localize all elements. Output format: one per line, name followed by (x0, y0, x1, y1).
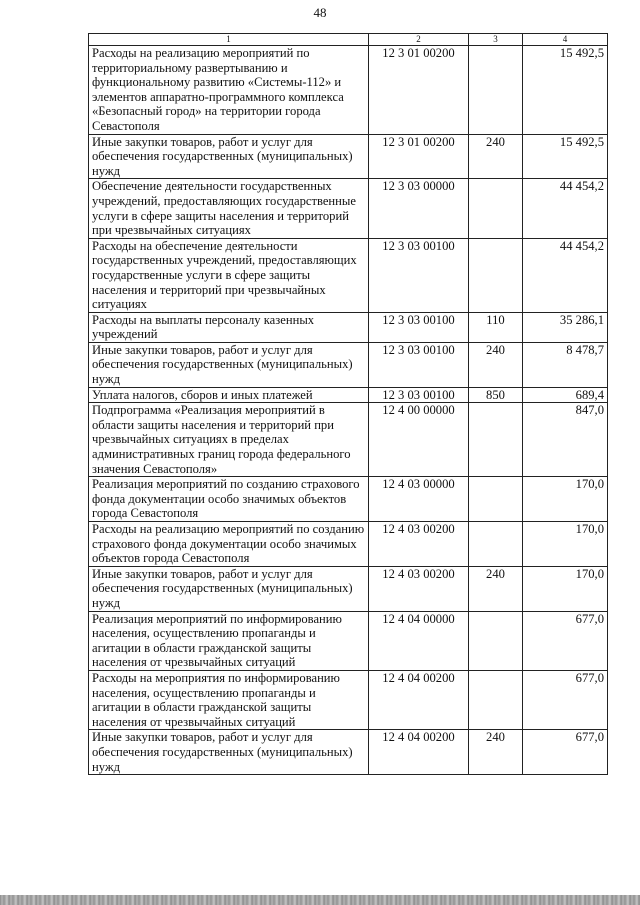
header-col-4: 4 (523, 34, 608, 46)
row-sum: 35 286,1 (523, 312, 608, 342)
row-sum: 15 492,5 (523, 134, 608, 179)
row-name: Иные закупки товаров, работ и услуг для обеспечения государственных (муниципальных) нужд (89, 342, 369, 387)
row-code: 12 3 03 00100 (369, 387, 469, 403)
row-code: 12 4 03 00200 (369, 566, 469, 611)
row-code: 12 4 04 00000 (369, 611, 469, 670)
table-row (89, 134, 608, 179)
row-code: 12 3 03 00100 (369, 342, 469, 387)
row-sum: 44 454,2 (523, 238, 608, 312)
header-col-1: 1 (89, 34, 369, 46)
row-sum: 677,0 (523, 730, 608, 775)
table-row (89, 477, 608, 522)
table-row (89, 179, 608, 238)
row-code: 12 3 03 00000 (369, 179, 469, 238)
row-expense-type (469, 403, 523, 477)
row-sum: 170,0 (523, 522, 608, 567)
row-name: Расходы на мероприятия по информированию населения, осуществлению пропаганды и агитации в области гражданской защиты населения от чрезвычайных ситуаций (89, 670, 369, 729)
row-sum: 170,0 (523, 566, 608, 611)
table-row (89, 238, 608, 312)
row-code: 12 4 03 00000 (369, 477, 469, 522)
row-sum: 170,0 (523, 477, 608, 522)
table-row (89, 730, 608, 775)
table-row (89, 566, 608, 611)
table-row (89, 522, 608, 567)
header-col-2: 2 (369, 34, 469, 46)
row-code: 12 4 03 00200 (369, 522, 469, 567)
row-expense-type: 110 (469, 312, 523, 342)
header-col-3: 3 (469, 34, 523, 46)
row-sum: 689,4 (523, 387, 608, 403)
row-code: 12 3 01 00200 (369, 46, 469, 135)
row-expense-type: 240 (469, 134, 523, 179)
page-number: 48 (313, 5, 327, 20)
table-row (89, 670, 608, 729)
row-expense-type (469, 46, 523, 135)
row-expense-type (469, 238, 523, 312)
row-name: Иные закупки товаров, работ и услуг для обеспечения государственных (муниципальных) нужд (89, 134, 369, 179)
table-row (89, 342, 608, 387)
row-name: Реализация мероприятий по созданию страхового фонда документации особо значимых объектов города Севастополя (89, 477, 369, 522)
header-row (89, 34, 608, 46)
row-code: 12 3 03 00100 (369, 238, 469, 312)
row-sum: 15 492,5 (523, 46, 608, 135)
row-sum: 677,0 (523, 611, 608, 670)
row-code: 12 4 04 00200 (369, 670, 469, 729)
row-name: Иные закупки товаров, работ и услуг для обеспечения государственных (муниципальных) нужд (89, 566, 369, 611)
budget-table (88, 33, 608, 775)
row-sum: 847,0 (523, 403, 608, 477)
table-row (89, 312, 608, 342)
row-expense-type (469, 611, 523, 670)
row-code: 12 3 03 00100 (369, 312, 469, 342)
scan-edge-artifact (0, 895, 640, 905)
table-row (89, 403, 608, 477)
row-expense-type: 850 (469, 387, 523, 403)
row-code: 12 3 01 00200 (369, 134, 469, 179)
row-sum: 8 478,7 (523, 342, 608, 387)
row-name: Уплата налогов, сборов и иных платежей (89, 387, 369, 403)
row-name: Реализация мероприятий по информированию населения, осуществлению пропаганды и агитации в области гражданской защиты населения от чрезвычайных ситуаций (89, 611, 369, 670)
row-name: Иные закупки товаров, работ и услуг для обеспечения государственных (муниципальных) нужд (89, 730, 369, 775)
row-name: Расходы на реализацию мероприятий по территориальному развертыванию и функциональному развитию «Системы-112» и элементов аппаратно-программного комплекса «Безопасный город» на территории города Севастополя (89, 46, 369, 135)
row-expense-type: 240 (469, 730, 523, 775)
row-code: 12 4 04 00200 (369, 730, 469, 775)
row-code: 12 4 00 00000 (369, 403, 469, 477)
row-expense-type (469, 522, 523, 567)
row-expense-type: 240 (469, 566, 523, 611)
row-expense-type (469, 477, 523, 522)
row-sum: 677,0 (523, 670, 608, 729)
table-row (89, 46, 608, 135)
table-row (89, 387, 608, 403)
row-sum: 44 454,2 (523, 179, 608, 238)
row-name: Расходы на выплаты персоналу казенных учреждений (89, 312, 369, 342)
table-row (89, 611, 608, 670)
row-expense-type (469, 670, 523, 729)
row-expense-type (469, 179, 523, 238)
row-name: Подпрограмма «Реализация мероприятий в области защиты населения и территорий при чрезвычайных ситуациях в пределах административных границ города федерального значения Севастополя» (89, 403, 369, 477)
row-name: Обеспечение деятельности государственных учреждений, предоставляющих государственные услуги в сфере защиты населения и территорий при чрезвычайных ситуациях (89, 179, 369, 238)
row-name: Расходы на реализацию мероприятий по созданию страхового фонда документации особо значимых объектов города Севастополя (89, 522, 369, 567)
row-name: Расходы на обеспечение деятельности государственных учреждений, предоставляющих государственные услуги в сфере защиты населения и территорий при чрезвычайных ситуациях (89, 238, 369, 312)
row-expense-type: 240 (469, 342, 523, 387)
